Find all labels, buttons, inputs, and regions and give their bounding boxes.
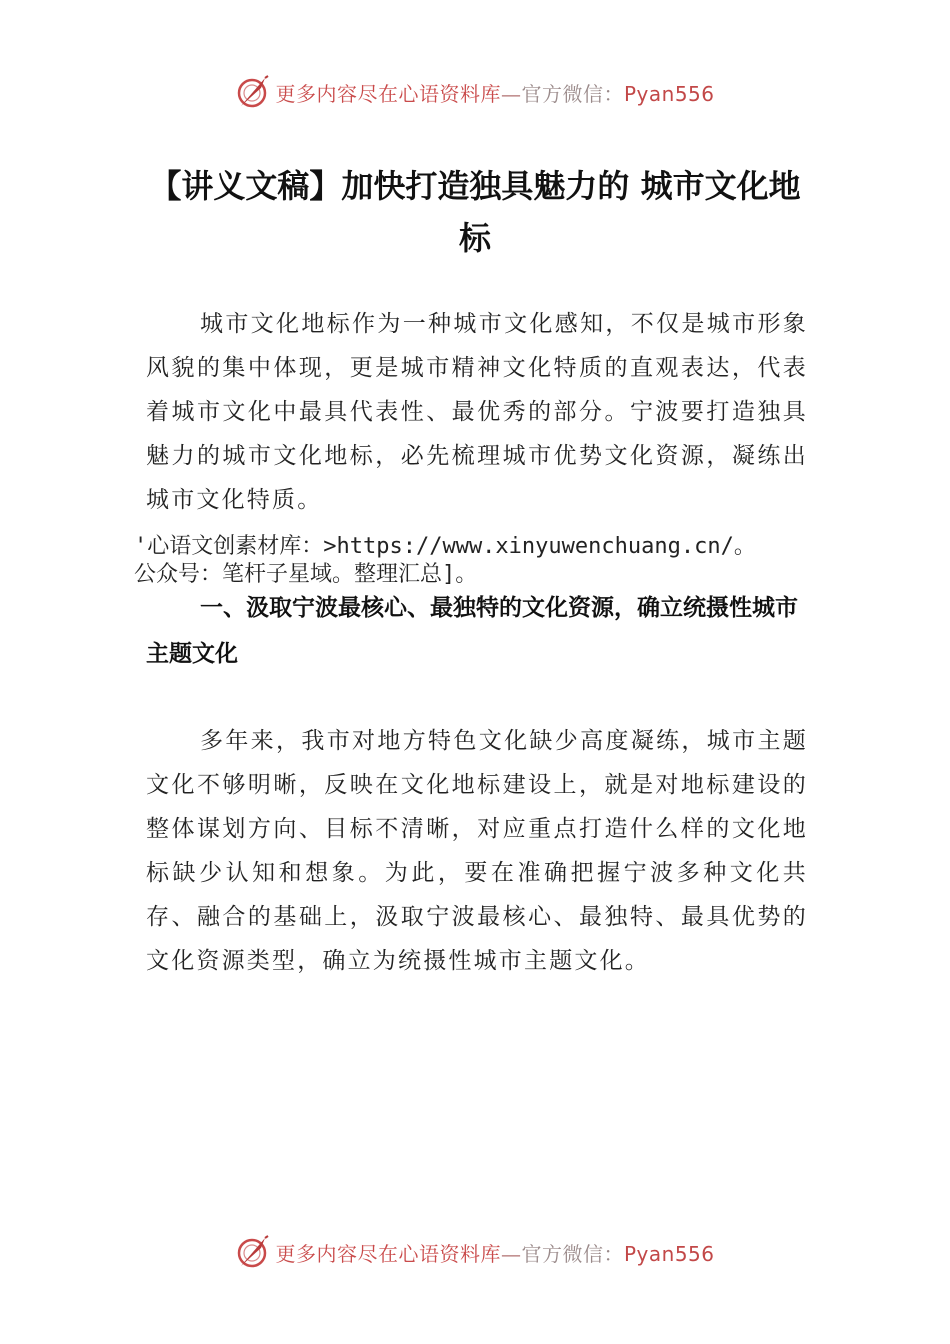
footer-banner-content: [235, 1234, 714, 1270]
footer-banner-wechat-id: Pyan556: [623, 1241, 715, 1266]
header-banner-dash: —: [500, 81, 522, 106]
source-line-1: '心语文创素材库：>https://www.xinyuwenchuang.cn/。: [134, 534, 756, 559]
header-banner-wechat-id: Pyan556: [623, 81, 715, 106]
quill-logo-icon: [235, 74, 271, 110]
header-banner-main: 更多内容尽在心语资料库: [275, 81, 501, 106]
header-banner-text: [275, 78, 714, 107]
footer-banner-main: 更多内容尽在心语资料库: [275, 1241, 501, 1266]
body-paragraph-2: 多年来，我市对地方特色文化缺少高度凝练，城市主题文化不够明晰，反映在文化地标建设上，就是对地标建设的整体谋划方向、目标不清晰，对应重点打造什么样的文化地标缺少认知和想象。为此，要在准确把握宁波多种文化共存、融合的基础上，汲取宁波最核心、最独特、最具优势的文化资源类型，确立为统摄性城市主题文化。: [146, 728, 808, 974]
footer-banner-dash: —: [500, 1241, 522, 1266]
quill-logo-icon: [235, 1234, 271, 1270]
source-line-2: 公众号：笔杆子星域。整理汇总]。: [134, 562, 478, 587]
header-banner-sub: 官方微信：: [521, 81, 624, 106]
header-banner-content: [235, 74, 714, 110]
section-heading-1: 一、汲取宁波最核心、最独特的文化资源，确立统摄性城市主题文化: [146, 595, 798, 667]
document-title: 【讲义文稿】加快打造独具魅力的 城市文化地标: [149, 167, 801, 257]
body-paragraph-1: 城市文化地标作为一种城市文化感知，不仅是城市形象风貌的集中体现，更是城市精神文化特质的直观表达，代表着城市文化中最具代表性、最优秀的部分。宁波要打造独具魅力的城市文化地标，必先梳理城市优势文化资源，凝练出城市文化特质。: [146, 311, 808, 513]
header-banner: [0, 72, 950, 112]
footer-banner-sub: 官方微信：: [521, 1241, 624, 1266]
footer-banner-text: [275, 1238, 714, 1267]
footer-banner: [0, 1232, 950, 1272]
